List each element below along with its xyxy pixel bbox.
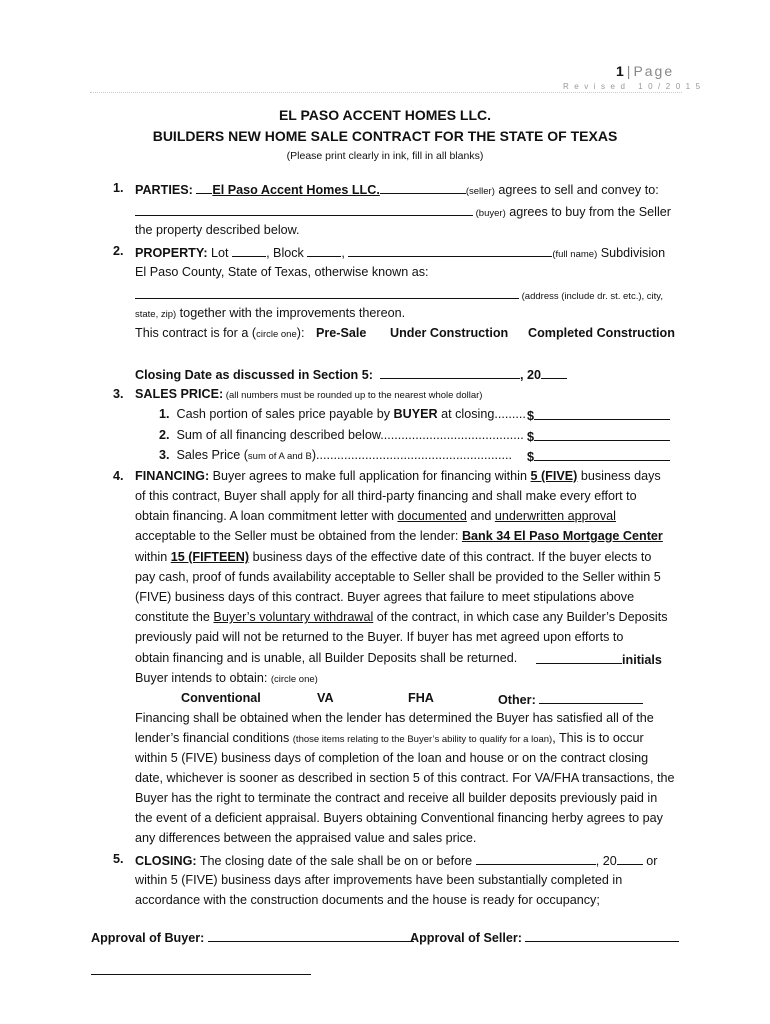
parties-line3: the property described below. [135, 223, 300, 237]
financing-line-17: Buyer has the right to terminate the contract and receive all builder deposits previously paid in [135, 791, 658, 805]
property-line: PROPERTY: Lot , Block , (full name) Subdivision [135, 246, 666, 260]
closing-year-field[interactable] [541, 366, 567, 379]
closing-line-3: accordance with the construction documents and the house is ready for occupancy; [135, 893, 600, 907]
financing-line-13: Financing shall be obtained when the lender has determined the Buyer has satisfied all of the [135, 711, 654, 725]
cash-portion-amount[interactable]: $ [527, 407, 670, 423]
financing-line-18: the event of a deficient appraisal. Buyers obtaining Conventional financing herby agrees to pay [135, 811, 663, 825]
option-fha[interactable]: FHA [408, 691, 434, 705]
sales-price-line: SALES PRICE: (all numbers must be rounded up to the nearest whole dollar) [135, 387, 483, 401]
sales-item-2: 2. Sum of all financing described below......................................... [159, 428, 524, 442]
parties-buyer: (buyer) agrees to buy from the Seller [135, 203, 671, 219]
buyer-field[interactable] [135, 203, 473, 216]
instructions: (Please print clearly in ink, fill in all blanks) [286, 150, 484, 162]
financing-line-16: date, whichever is sooner as described in section 5 of this contract. For VA/FHA transactions, the [135, 771, 675, 785]
financing-line-7: (FIVE) business days of this contract. Buyer agrees that failure to meet stipulations above [135, 590, 635, 604]
closing-year-field-2[interactable] [617, 852, 643, 865]
option-completed-construction[interactable]: Completed Construction [528, 326, 675, 340]
initials-field[interactable]: initials [536, 651, 662, 667]
financing-line-9: previously paid will not be returned to the Buyer. If buyer has met agreed upon efforts to [135, 630, 624, 644]
sales-price-amount[interactable]: $ [527, 448, 670, 464]
option-other[interactable]: Other: [498, 691, 643, 707]
address-line: (address (include dr. st. etc.), city, [135, 286, 663, 302]
seller-name[interactable]: El Paso Accent Homes LLC. [212, 183, 380, 197]
seller-approval-field[interactable] [525, 929, 679, 942]
financing-line-15: within 5 (FIVE) business days of completion of the loan and house or on the contract closing [135, 751, 649, 765]
sales-item-1: 1. Cash portion of sales price payable by BUYER at closing......... [159, 407, 526, 421]
lender-name[interactable]: Bank 34 El Paso Mortgage Center [461, 529, 663, 543]
parties-label: PARTIES: [135, 183, 193, 197]
option-va[interactable]: VA [317, 691, 334, 705]
financing-line-19: any differences between the appraised value and sales price. [135, 831, 477, 845]
lot-field[interactable] [232, 244, 266, 257]
page-number: 1 | Page [616, 63, 675, 79]
financing-line-2: of this contract, Buyer shall apply for all third-party financing and shall make every effort to [135, 489, 637, 503]
company-title: EL PASO ACCENT HOMES LLC. [278, 107, 492, 123]
financing-line-10: obtain financing and is unable, all Builder Deposits shall be returned. [135, 651, 518, 665]
closing-line-1: CLOSING: The closing date of the sale shall be on or before , 20 or [135, 854, 658, 868]
block-field[interactable] [307, 244, 341, 257]
subdivision-field[interactable] [348, 244, 552, 257]
seller-approval: Approval of Seller: [410, 929, 679, 945]
financing-line-6: pay cash, proof of funds availability acceptable to Seller shall be provided to the Seller within 5 [135, 570, 661, 584]
section-number: 2. [113, 244, 124, 258]
header-divider [90, 92, 682, 93]
financing-amount[interactable]: $ [527, 428, 670, 444]
revision-label: Revised 10/2015 [563, 82, 706, 91]
parties-seller: PARTIES: El Paso Accent Homes LLC. (seller) agrees to sell and convey to: [135, 183, 659, 197]
address-field[interactable] [135, 286, 519, 299]
financing-line-5: within 15 (FIFTEEN) business days of the effective date of this contract. If the buyer elects to [135, 550, 652, 564]
buyer-approval: Approval of Buyer: [91, 929, 414, 945]
option-conventional[interactable]: Conventional [181, 691, 261, 705]
other-field[interactable] [539, 691, 643, 704]
section-number: 5. [113, 852, 124, 866]
option-under-construction[interactable]: Under Construction [390, 326, 509, 340]
financing-line-1: FINANCING: Buyer agrees to make full application for financing within 5 (FIVE) business days [135, 469, 661, 483]
contract-type-line: This contract is for a (circle one): [135, 326, 305, 340]
signature-line[interactable] [91, 974, 311, 975]
financing-line-4: acceptable to the Seller must be obtained from the lender: Bank 34 El Paso Mortgage Center [135, 529, 663, 543]
county-line: El Paso County, State of Texas, otherwise known as: [135, 265, 429, 279]
sales-item-3: 3. Sales Price (sum of A and B)........................................................ [159, 448, 512, 462]
financing-line-3: obtain financing. A loan commitment letter with documented and underwritten approval [135, 509, 616, 523]
seller-field[interactable] [380, 181, 466, 194]
intent-line: Buyer intends to obtain: (circle one) [135, 671, 318, 685]
option-pre-sale[interactable]: Pre-Sale [316, 326, 367, 340]
section-number: 3. [113, 387, 124, 401]
closing-date-field-2[interactable] [476, 852, 596, 865]
closing-date-field[interactable] [380, 366, 520, 379]
buyer-approval-field[interactable] [208, 929, 414, 942]
closing-date-line: Closing Date as discussed in Section 5: , 20 [135, 366, 567, 382]
financing-line-8: constitute the Buyer’s voluntary withdrawal of the contract, in which case any Builder’s Deposits [135, 610, 668, 624]
contract-title: BUILDERS NEW HOME SALE CONTRACT FOR THE STATE OF TEXAS [152, 128, 618, 144]
closing-line-2: within 5 (FIVE) business days after improvements have been substantially completed in [135, 873, 623, 887]
state-line: state, zip) together with the improvements thereon. [135, 306, 406, 320]
parties-line: 1. [113, 181, 124, 195]
financing-line-14: lender’s financial conditions (those items relating to the Buyer’s ability to qualify for a loan), This is to occur [135, 731, 644, 745]
section-number: 4. [113, 469, 124, 483]
seller-field-pad[interactable] [196, 181, 212, 194]
